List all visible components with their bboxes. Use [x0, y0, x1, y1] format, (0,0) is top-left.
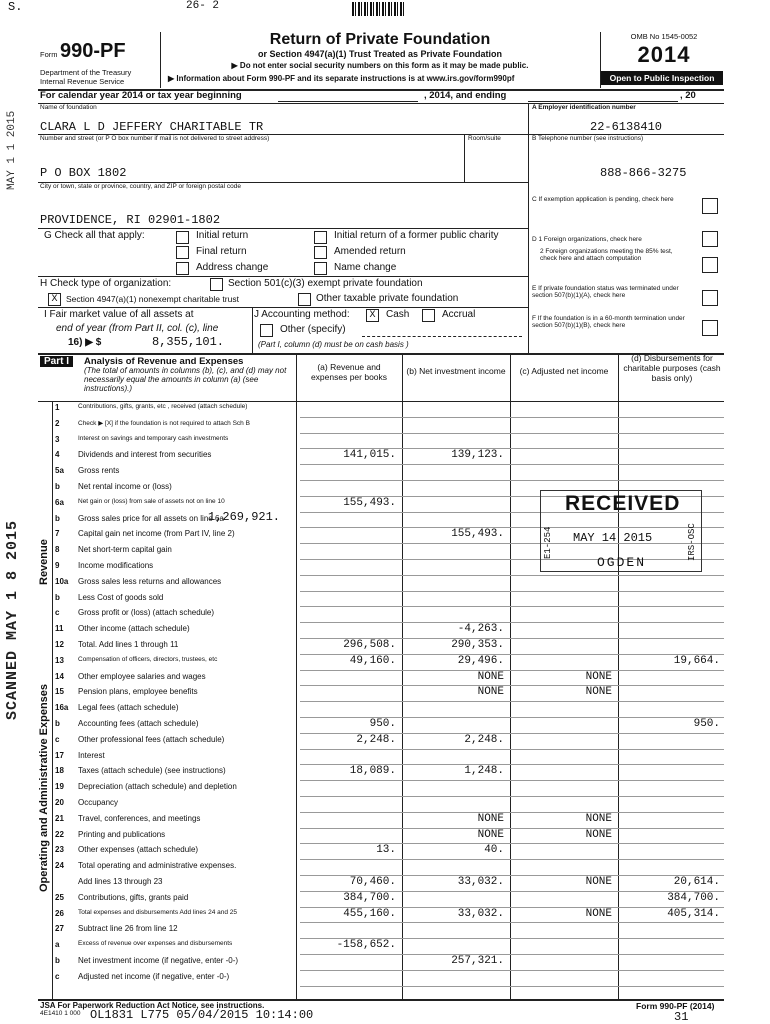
initial-return-checkbox[interactable]: [176, 231, 189, 244]
street-label: Number and street (or P O box number if mail is not delivered to street address): [40, 135, 270, 142]
row-rule: [300, 464, 724, 465]
other-taxable-checkbox[interactable]: [298, 293, 311, 306]
open-inspection-badge: Open to Public Inspection: [601, 71, 723, 85]
row-rule: [300, 433, 724, 434]
line-label: Total. Add lines 1 through 11: [78, 640, 179, 649]
form-id: [40, 40, 126, 63]
tax-year: 2014: [637, 42, 691, 67]
section-501c3-checkbox[interactable]: [210, 278, 223, 291]
line-label: Less Cost of goods sold: [78, 592, 164, 602]
ogden-stamp-text: OGDEN: [597, 555, 647, 570]
line-label: Excess of revenue over expenses and disbursements: [78, 940, 233, 948]
street-value: P O BOX 1802: [40, 166, 127, 180]
amount-col-c[interactable]: NONE: [585, 907, 612, 920]
line-number: 20: [55, 798, 64, 807]
col-a-header: (a) Revenue and expenses per books: [310, 362, 388, 382]
address-change-label: Address change: [196, 262, 269, 273]
amount-col-b[interactable]: 33,032.: [457, 907, 504, 920]
amount-col-a[interactable]: 49,160.: [349, 654, 396, 667]
line-number: a: [55, 940, 60, 950]
amended-return-checkbox[interactable]: [314, 246, 327, 259]
amount-col-b[interactable]: 290,353.: [451, 639, 504, 651]
amount-col-b[interactable]: 29,496.: [457, 654, 504, 667]
line-number: 22: [55, 829, 64, 839]
item-c-label: C If exemption application is pending, check here: [532, 196, 674, 203]
line-number: b: [55, 956, 60, 965]
line-label: Add lines 13 through 23: [78, 877, 163, 886]
item-d1-label: D 1 Foreign organizations, check here: [532, 236, 642, 243]
row-rule: [300, 780, 724, 781]
line-label: Printing and publications: [78, 829, 166, 839]
phone-value: 888-866-3275: [600, 166, 687, 180]
line-label: Check ▶ [X] if the foundation is not required to attach Sch B: [78, 419, 250, 427]
foundation-name: CLARA L D JEFFERY CHARITABLE TR: [40, 120, 264, 134]
line-number: b: [55, 719, 60, 728]
line-number: 13: [55, 655, 64, 665]
row-rule: [300, 685, 724, 686]
line-number: 24: [55, 861, 64, 871]
line-number: 18: [55, 766, 64, 776]
line-number: 11: [55, 624, 64, 634]
line-number: 25: [55, 892, 64, 902]
amount-col-b[interactable]: NONE: [477, 686, 504, 699]
row-rule: [300, 970, 724, 971]
cash-label: Cash: [386, 309, 410, 320]
name-change-checkbox[interactable]: [314, 262, 327, 275]
revenue-side-label: Revenue: [38, 539, 50, 585]
received-stamp-text: RECEIVED: [565, 492, 681, 515]
amount-col-b[interactable]: 139,123.: [451, 449, 504, 462]
line-label: Gross rents: [78, 466, 120, 476]
amount-col-b[interactable]: NONE: [477, 670, 504, 683]
section-h-label: H Check type of organization:: [40, 278, 172, 289]
other-method-label: Other (specify): [280, 324, 346, 335]
amount-col-d[interactable]: 950.: [693, 718, 720, 730]
amount-col-b[interactable]: NONE: [477, 812, 504, 825]
fmv-label-2: end of year (from Part II, col. (c), line: [56, 323, 219, 334]
accrual-checkbox[interactable]: [422, 309, 435, 322]
row-rule: [300, 749, 724, 750]
other-taxable-label: Other taxable private foundation: [316, 293, 459, 304]
line-label: Adjusted net income (if negative, enter -0-): [78, 971, 230, 981]
row-rule: [300, 954, 724, 955]
accounting-method-label: J Accounting method:: [254, 309, 350, 320]
line-label: Interest: [78, 750, 105, 760]
name-change-label: Name change: [334, 262, 397, 273]
amount-col-c[interactable]: NONE: [585, 670, 612, 683]
item-e-checkbox[interactable]: [702, 290, 718, 306]
amount-col-b[interactable]: 40.: [484, 844, 504, 857]
amount-col-b[interactable]: 33,032.: [457, 876, 504, 888]
initial-former-public-label: Initial return of a former public charity: [334, 230, 499, 241]
col-c-header: (c) Adjusted net income: [519, 366, 609, 376]
line-number: 3: [55, 434, 60, 444]
calendar-year-label: For calendar year 2014 or tax year beginning: [40, 90, 242, 101]
cash-basis-note: (Part I, column (d) must be on cash basis ): [258, 340, 409, 349]
amount-col-d[interactable]: 405,314.: [667, 907, 720, 920]
row-rule: [300, 622, 724, 623]
row-rule: [300, 812, 724, 813]
amount-col-a[interactable]: 455,160.: [343, 907, 396, 920]
initial-former-public-checkbox[interactable]: [314, 231, 327, 244]
amount-col-a[interactable]: -158,652.: [336, 939, 396, 952]
line-label: Gross profit or (loss) (attach schedule): [78, 608, 215, 618]
line-number: c: [55, 608, 60, 618]
line-number: 16a: [55, 703, 69, 713]
amount-col-b[interactable]: -4,263.: [457, 623, 504, 636]
phone-label: B Telephone number (see instructions): [532, 135, 644, 142]
page-code: 26- 2: [186, 0, 220, 12]
room-label: Room/suite: [468, 135, 501, 142]
amount-col-b[interactable]: 257,321.: [451, 955, 504, 967]
line-number: c: [55, 971, 60, 981]
line-number: b: [55, 482, 60, 491]
line-label: Net investment income (if negative, enter -0-): [78, 956, 239, 965]
row-rule: [300, 986, 724, 987]
footer-page-number: 31: [674, 1010, 689, 1024]
line-label: Capital gain net income (from Part IV, line 2): [78, 529, 235, 539]
amount-col-d[interactable]: 19,664.: [673, 654, 720, 667]
received-stamp: [540, 490, 702, 572]
final-return-label: Final return: [196, 246, 247, 257]
line-label: Subtract line 26 from line 12: [78, 924, 178, 934]
amount-col-a[interactable]: 950.: [369, 718, 396, 730]
address-change-checkbox[interactable]: [176, 262, 189, 275]
item-d2-label: 2 Foreign organizations meeting the 85% test, check here and attach computation: [540, 248, 673, 262]
irs-label: Internal Revenue Service: [40, 77, 125, 86]
expenses-side-label: Operating and Administrative Expenses: [38, 683, 50, 892]
row-rule: [300, 922, 724, 923]
line-label: Net rental income or (loss): [78, 482, 172, 491]
dept-label: Department of the Treasury: [40, 68, 132, 77]
row-rule: [300, 606, 724, 607]
footer-code: 4E1410 1 000: [40, 1010, 81, 1017]
col-b-header: (b) Net investment income: [406, 366, 506, 376]
amount-col-a[interactable]: 384,700.: [343, 891, 396, 904]
final-return-checkbox[interactable]: [176, 246, 189, 259]
line-number: 10a: [55, 576, 69, 586]
line-number: 14: [55, 671, 64, 681]
line-label: Taxes (attach schedule) (see instructions): [78, 766, 226, 776]
line-label: Other expenses (attach schedule): [78, 845, 199, 855]
line-label: Other income (attach schedule): [78, 624, 190, 634]
row-rule: [300, 591, 724, 592]
line-label: Contributions, gifts, grants, etc , received (attach schedule): [78, 403, 248, 410]
accrual-label: Accrual: [442, 309, 476, 320]
received-stamp-date: MAY 14 2015: [573, 531, 653, 545]
amended-return-label: Amended return: [334, 246, 406, 257]
line-number: 6a: [55, 497, 64, 507]
amount-col-b[interactable]: 155,493.: [451, 528, 504, 541]
line-label: Net gain or (loss) from sale of assets not on line 10: [78, 497, 225, 505]
line-label: Total operating and administrative expenses.: [78, 861, 237, 871]
gross-sales-6b-value: 1,269,921.: [208, 510, 281, 524]
line-number: 5a: [55, 466, 64, 476]
amount-col-d[interactable]: 20,614.: [673, 876, 720, 888]
received-stamp-code: E1-254: [543, 526, 553, 559]
amount-col-c[interactable]: NONE: [585, 812, 612, 825]
name-label: Name of foundation: [40, 104, 97, 111]
footer-form-label: Form 990-PF (2014): [636, 1001, 715, 1011]
line-number: 21: [55, 813, 64, 823]
amount-col-a[interactable]: 70,460.: [349, 876, 396, 888]
line-number: b: [55, 592, 60, 602]
line-number: 19: [55, 782, 64, 792]
line-number: c: [55, 734, 60, 744]
line-label: Gross sales less returns and allowances: [78, 576, 222, 586]
calendar-year-end: , 20: [680, 90, 696, 101]
form-subtitle: or Section 4947(a)(1) Trust Treated as Private Foundation: [257, 49, 503, 59]
line-label: Other employee salaries and wages: [78, 671, 206, 681]
line-label: Income modifications: [78, 561, 154, 570]
amount-col-a[interactable]: 141,015.: [343, 449, 396, 462]
line-number: 1: [55, 403, 60, 412]
line-label: Accounting fees (attach schedule): [78, 719, 199, 728]
line-label: Depreciation (attach schedule) and depletion: [78, 782, 237, 792]
line-number: 8: [55, 545, 60, 555]
fmv-label-3: 16) ▶ $: [68, 337, 102, 348]
part-i-title: Analysis of Revenue and Expenses: [84, 356, 244, 367]
row-rule: [300, 670, 724, 671]
line-label: Compensation of officers, directors, trustees, etc: [78, 655, 218, 663]
line-label: Travel, conferences, and meetings: [78, 813, 201, 823]
line-number: 4: [55, 450, 60, 460]
line-number: b: [55, 513, 60, 523]
line-number: 7: [55, 529, 60, 539]
row-rule: [300, 859, 724, 860]
item-c-checkbox[interactable]: [702, 198, 718, 214]
line-label: Other professional fees (attach schedule): [78, 734, 225, 744]
form-title: Return of Private Foundation: [269, 31, 491, 48]
ssn-notice: ▶ Do not enter social security numbers on this form as it may be made public.: [231, 61, 529, 70]
item-f-label: F If the foundation is in a 60-month termination under section 507(b)(1)(B), check here: [532, 315, 685, 329]
city-label: City or town, state or province, country, and ZIP or foreign postal code: [40, 183, 241, 190]
line-label: Net short-term capital gain: [78, 545, 172, 555]
fmv-value: 8,355,101.: [152, 335, 225, 349]
amount-col-a[interactable]: 18,089.: [349, 765, 396, 778]
amount-col-a[interactable]: 155,493.: [343, 496, 396, 509]
item-d2-checkbox[interactable]: [702, 257, 718, 273]
omb-number: OMB No 1545-0052: [630, 32, 698, 41]
line-number: 15: [55, 687, 64, 697]
line-number: 23: [55, 845, 64, 855]
line-number: 26: [55, 908, 64, 918]
line-label: Total expenses and disbursements Add lines 24 and 25: [78, 908, 237, 916]
row-rule: [300, 575, 724, 576]
scanned-stamp: SCANNED MAY 1 8 2015: [4, 519, 21, 720]
item-f-checkbox[interactable]: [702, 320, 718, 336]
section-4947-checkbox[interactable]: X: [48, 293, 61, 306]
amount-col-c[interactable]: NONE: [585, 686, 612, 699]
section-501c3-label: Section 501(c)(3) exempt private foundation: [228, 278, 423, 289]
row-rule: [300, 701, 724, 702]
row-rule: [300, 480, 724, 481]
row-rule: [300, 828, 724, 829]
line-number: 17: [55, 750, 64, 760]
ein-value: 22-6138410: [590, 120, 663, 134]
corner-mark: S.: [8, 0, 23, 14]
amount-col-b[interactable]: NONE: [477, 828, 504, 841]
line-number: 9: [55, 561, 60, 570]
info-notice: ▶ Information about Form 990-PF and its separate instructions is at www.irs.gov/form990pf: [168, 74, 515, 83]
row-rule: [300, 796, 724, 797]
line-label: Contributions, gifts, grants paid: [78, 892, 189, 902]
amount-col-b[interactable]: 2,248.: [464, 733, 504, 746]
line-number: 12: [55, 640, 64, 649]
section-g-label: G Check all that apply:: [44, 230, 145, 241]
line-label: Occupancy: [78, 798, 119, 807]
line-label: Gross sales price for all assets on line 6a: [78, 513, 224, 523]
col-d-header: (d) Disbursements for charitable purposes (cash basis only): [623, 353, 721, 383]
part-i-description: (The total of amounts in columns (b), (c), and (d) may not necessarily equal the amounts in column (a) (see instructions).): [84, 366, 287, 393]
line-label: Dividends and interest from securities: [78, 450, 212, 460]
initial-return-label: Initial return: [196, 230, 249, 241]
row-rule: [300, 417, 724, 418]
form-label: Form: [40, 50, 58, 59]
line-number: 2: [55, 418, 60, 428]
footer-notice: JSA For Paperwork Reduction Act Notice, see instructions.: [40, 1001, 265, 1010]
fmv-label-1: I Fair market value of all assets at: [44, 309, 194, 320]
received-stamp-side: IRS-OSC: [687, 523, 697, 561]
left-date-stamp: MAY 1 1 2015: [6, 110, 18, 190]
amount-col-d[interactable]: 384,700.: [667, 891, 720, 904]
other-method-checkbox[interactable]: [260, 324, 273, 337]
amount-col-b[interactable]: 1,248.: [464, 765, 504, 778]
line-number: 27: [55, 924, 64, 934]
amount-col-a[interactable]: 2,248.: [356, 733, 396, 746]
amount-col-a[interactable]: 13.: [376, 844, 396, 857]
ein-label: A Employer identification number: [532, 104, 636, 111]
cash-checkbox[interactable]: X: [366, 309, 379, 322]
line-label: Legal fees (attach schedule): [78, 703, 179, 713]
part-i-tag: Part I: [40, 356, 73, 367]
amount-col-a[interactable]: 296,508.: [343, 639, 396, 651]
line-label: Interest on savings and temporary cash investments: [78, 434, 229, 442]
amount-col-c[interactable]: NONE: [585, 876, 612, 888]
section-4947-label: Section 4947(a)(1) nonexempt charitable trust: [66, 294, 239, 304]
form-number: 990-PF: [60, 40, 126, 62]
line-label: Pension plans, employee benefits: [78, 687, 198, 697]
item-d1-checkbox[interactable]: [702, 231, 718, 247]
calendar-year-mid: , 2014, and ending: [424, 90, 507, 101]
city-value: PROVIDENCE, RI 02901-1802: [40, 213, 221, 227]
amount-col-c[interactable]: NONE: [585, 828, 612, 841]
barcode-icon: [352, 2, 404, 16]
footer-batch: OL1831 L775 05/04/2015 10:14:00: [90, 1008, 314, 1022]
item-e-label: E If private foundation status was terminated under section 507(b)(1)(A), check here: [532, 285, 679, 299]
